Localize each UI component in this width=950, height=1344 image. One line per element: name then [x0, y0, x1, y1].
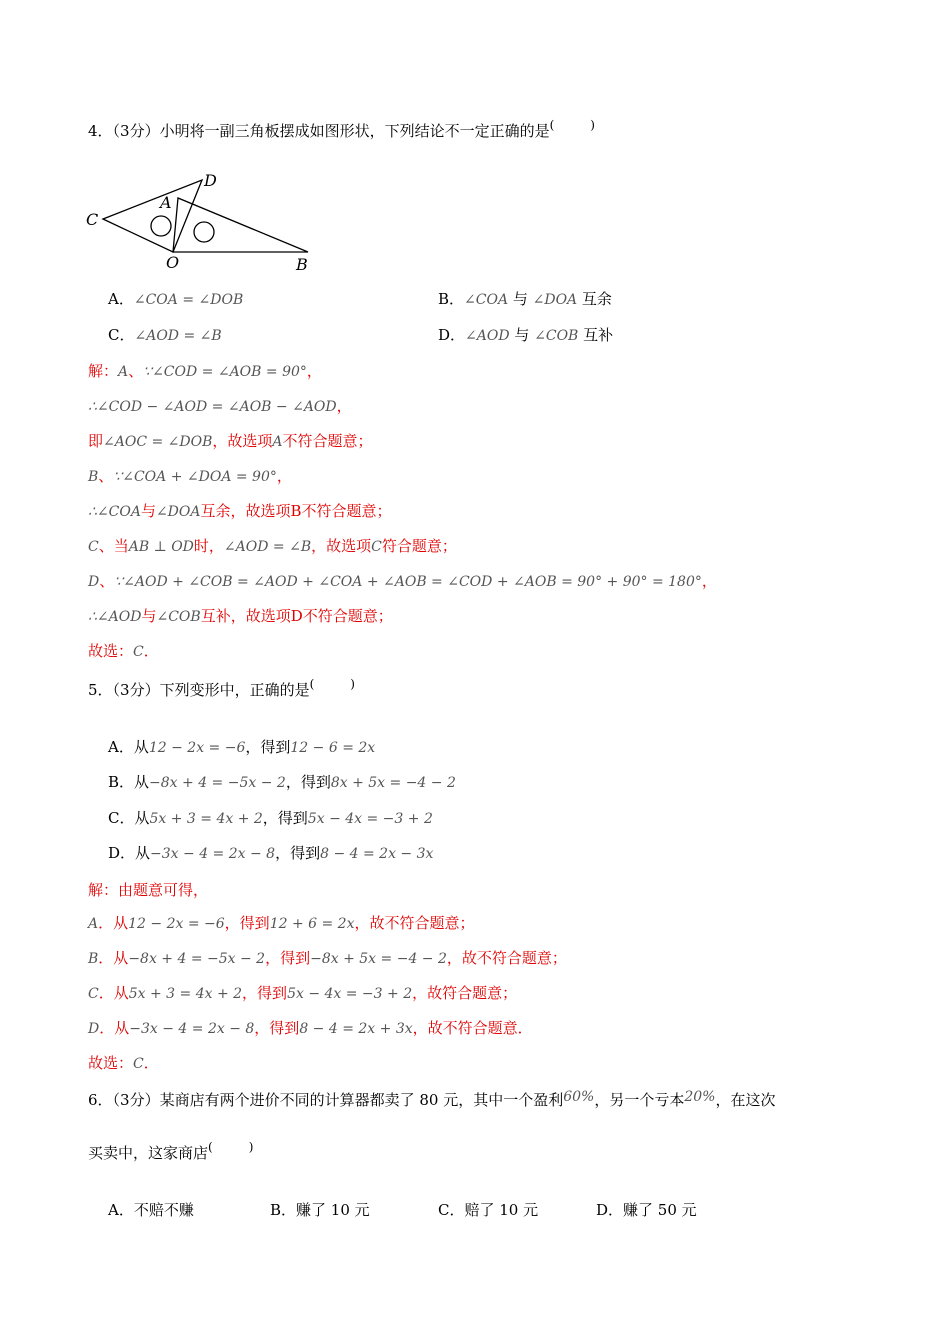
sol-math: ∵∠COD = ∠AOB = 90°: [143, 364, 307, 380]
q5-answer: [88, 1053, 159, 1074]
sol-text: 与: [141, 607, 157, 625]
sol-math: 8 − 4 = 2x + 3x: [299, 1021, 413, 1037]
sol-text: ，故不符合题意；: [446, 949, 567, 967]
opt-math: 5x − 4x = −3 + 2: [307, 811, 433, 827]
sol-math: −8x + 5x = −4 − 2: [310, 951, 447, 967]
q5-sol-head: [88, 880, 208, 900]
sol-text: 符合题意；: [381, 537, 457, 555]
q4-option-b: [438, 289, 612, 310]
sol-text: ，故符合题意；: [412, 984, 518, 1002]
triangle-aob: [173, 198, 308, 252]
sol-text: ，: [276, 467, 292, 485]
circle-left: [151, 216, 171, 236]
sol-math: ∴∠COD − ∠AOD = ∠AOB − ∠AOD: [88, 399, 337, 415]
q4-option-d-math1: ∠AOD: [465, 328, 510, 344]
sol-text: 不符合题意；: [282, 432, 373, 450]
sol-text: ，故选项: [212, 432, 273, 450]
sol-math: A: [118, 364, 129, 380]
sol-math: 12 − 2x = −6: [128, 916, 225, 932]
q4-option-c: [108, 325, 222, 346]
sol-math: 5x − 4x = −3 + 2: [287, 986, 413, 1002]
opt-text: ，得到: [285, 773, 331, 791]
q6-option-d: D．赚了 50 元: [596, 1201, 697, 1219]
sol-text: ，: [701, 572, 717, 590]
opt-math: −3x − 4 = 2x − 8: [150, 846, 276, 862]
sol-text: 即: [88, 432, 104, 450]
q4-sol-line-1: [88, 361, 322, 382]
q4-sol-line-7: [88, 571, 717, 592]
sol-text: 互补，故选项D不符合题意；: [200, 607, 393, 625]
opt-label: A．从: [108, 738, 149, 756]
sol-math: ∠DOA: [155, 504, 201, 520]
sol-text: 与: [140, 502, 156, 520]
q4-option-a-math: ∠COA = ∠DOB: [133, 292, 244, 308]
q6-pct2: 20%: [684, 1089, 716, 1105]
sol-math: C: [88, 986, 99, 1002]
q4-option-a: [108, 289, 243, 310]
sol-text: ．从: [98, 949, 129, 967]
sol-text: 、: [99, 572, 115, 590]
q4-paren: ( ): [549, 118, 595, 132]
sol-text: 、: [128, 362, 144, 380]
triangle-figure: [84, 168, 324, 278]
q4-sol-line-6: [88, 536, 457, 557]
opt-label: B．从: [108, 773, 150, 791]
sol-math: D: [88, 574, 100, 590]
q6-stem-text: 买卖中，这家商店: [88, 1144, 209, 1162]
sol-math: AB ⊥ OD: [128, 539, 194, 555]
sol-text: 时，: [193, 537, 224, 555]
q5-option-c: [108, 808, 433, 829]
q4-option-a-label: A．: [108, 290, 134, 308]
sol-math: 5x + 3 = 4x + 2: [128, 986, 243, 1002]
q4-sol-line-2: [88, 396, 352, 417]
sol-text: ，得到: [242, 984, 288, 1002]
sol-math: C: [133, 1056, 144, 1072]
q5-stem: [88, 677, 355, 700]
q4-option-d-label: D．: [438, 326, 466, 344]
sol-text: ，得到: [224, 914, 270, 932]
q6-option-b: B．赚了 10 元: [270, 1201, 370, 1219]
q4-option-b-tail: 互余: [577, 290, 612, 308]
sol-text: ，故不符合题意．: [412, 1019, 533, 1037]
sol-text: ．从: [98, 984, 129, 1002]
sol-text: ，故选项: [311, 537, 372, 555]
sol-math: −3x − 4 = 2x − 8: [129, 1021, 255, 1037]
q6-option-a: A．不赔不赚: [108, 1201, 194, 1219]
q4-option-d-tail: 互补: [578, 326, 614, 344]
q4-option-d: [438, 325, 613, 346]
q4-option-b-math2: ∠DOA: [532, 292, 578, 308]
opt-text: ，得到: [262, 809, 308, 827]
opt-math: 12 − 2x = −6: [148, 740, 246, 756]
sol-math: ∵∠AOD + ∠COB = ∠AOD + ∠COA + ∠AOB = ∠COD + ∠AOB = 90° + 90° = 180°: [114, 574, 702, 590]
sol-math: A: [88, 916, 99, 932]
q5-sol-a: [88, 913, 475, 934]
sol-math: 12 + 6 = 2x: [269, 916, 355, 932]
q4-option-b-label: B．: [438, 290, 465, 308]
sol-math: B: [88, 951, 99, 967]
sol-text: 解：由题意可得，: [88, 881, 209, 899]
opt-math: 8x + 5x = −4 − 2: [330, 775, 456, 791]
sol-math: ∴∠COA: [88, 504, 141, 520]
sol-text: 解：: [88, 362, 119, 380]
opt-label: C．从: [108, 809, 150, 827]
q6-stem-text: 6．（3分）某商店有两个进价不同的计算器都卖了 80 元，其中一个盈利: [88, 1091, 564, 1109]
q4-sol-line-8: [88, 606, 393, 627]
sol-text: ，得到: [254, 1019, 300, 1037]
q4-option-d-mid: 与: [509, 326, 535, 344]
triangle-cod: [103, 180, 202, 252]
sol-text: ，: [336, 397, 352, 415]
label-B: B: [296, 255, 308, 274]
sol-math: −8x + 4 = −5x − 2: [128, 951, 266, 967]
sol-math: ∴∠AOD: [88, 609, 142, 625]
circle-right: [194, 222, 214, 242]
q5-paren: ( ): [309, 677, 355, 691]
sol-text: 故选：: [88, 642, 134, 660]
sol-text: ．从: [98, 914, 129, 932]
q6-pct1: 60%: [563, 1089, 595, 1105]
label-O: O: [166, 253, 180, 272]
label-C: C: [86, 210, 99, 229]
opt-text: ，得到: [275, 844, 321, 862]
q5-option-d: [108, 843, 433, 864]
q4-sol-line-5: [88, 501, 392, 522]
opt-math: 8 − 4 = 2x − 3x: [320, 846, 434, 862]
q4-option-c-math: ∠AOD = ∠B: [134, 328, 222, 344]
sol-text: 、当: [98, 537, 129, 555]
q4-stem-text: 4．（3分）小明将一副三角板摆成如图形状，下列结论不一定正确的是: [88, 122, 550, 140]
q6-paren: ( ): [208, 1140, 254, 1154]
sol-math: ∠AOD = ∠B: [223, 539, 312, 555]
q4-sol-line-3: [88, 431, 373, 452]
q4-option-b-mid: 与: [508, 290, 533, 308]
label-D: D: [204, 171, 217, 190]
sol-math: C: [88, 539, 99, 555]
q6-stem-text: ，在这次: [715, 1091, 776, 1109]
q5-stem-text: 5．（3分）下列变形中，正确的是: [88, 681, 310, 699]
sol-math: ∵∠COA + ∠DOA = 90°: [113, 469, 277, 485]
q4-option-d-math2: ∠COB: [534, 328, 579, 344]
sol-text: ，: [306, 362, 322, 380]
sol-text: ，故不符合题意；: [354, 914, 475, 932]
q4-option-c-label: C．: [108, 326, 135, 344]
q6-stem-2: [88, 1140, 254, 1163]
opt-math: 12 − 6 = 2x: [290, 740, 376, 756]
sol-math: A: [272, 434, 283, 450]
sol-text: ．: [143, 1054, 159, 1072]
q6-stem-text: ，另一个亏本: [594, 1091, 685, 1109]
opt-math: −8x + 4 = −5x − 2: [149, 775, 286, 791]
q4-option-b-math1: ∠COA: [464, 292, 509, 308]
opt-text: ，得到: [245, 738, 291, 756]
q5-sol-d: [88, 1018, 533, 1039]
sol-text: ，得到: [265, 949, 311, 967]
q6-option-c: C．赔了 10 元: [438, 1201, 539, 1219]
q5-sol-b: [88, 948, 567, 969]
q5-sol-c: [88, 983, 517, 1004]
q4-stem: [88, 118, 595, 141]
sol-text: 、: [98, 467, 114, 485]
sol-text: 互余，故选项B不符合题意；: [200, 502, 392, 520]
sol-math: C: [371, 539, 382, 555]
opt-math: 5x + 3 = 4x + 2: [149, 811, 263, 827]
opt-label: D．从: [108, 844, 151, 862]
sol-math: ∠AOC = ∠DOB: [103, 434, 213, 450]
q5-option-a: [108, 737, 375, 758]
q4-sol-line-4: [88, 466, 292, 487]
q6-stem: [88, 1090, 776, 1110]
label-A: A: [160, 193, 172, 212]
q4-answer: [88, 641, 159, 662]
sol-text: 故选：: [88, 1054, 134, 1072]
sol-text: ．: [143, 642, 159, 660]
sol-math: C: [133, 644, 144, 660]
sol-math: ∠COB: [156, 609, 201, 625]
sol-math: B: [88, 469, 99, 485]
sol-text: ．从: [99, 1019, 130, 1037]
sol-math: D: [88, 1021, 100, 1037]
q5-option-b: [108, 772, 456, 793]
